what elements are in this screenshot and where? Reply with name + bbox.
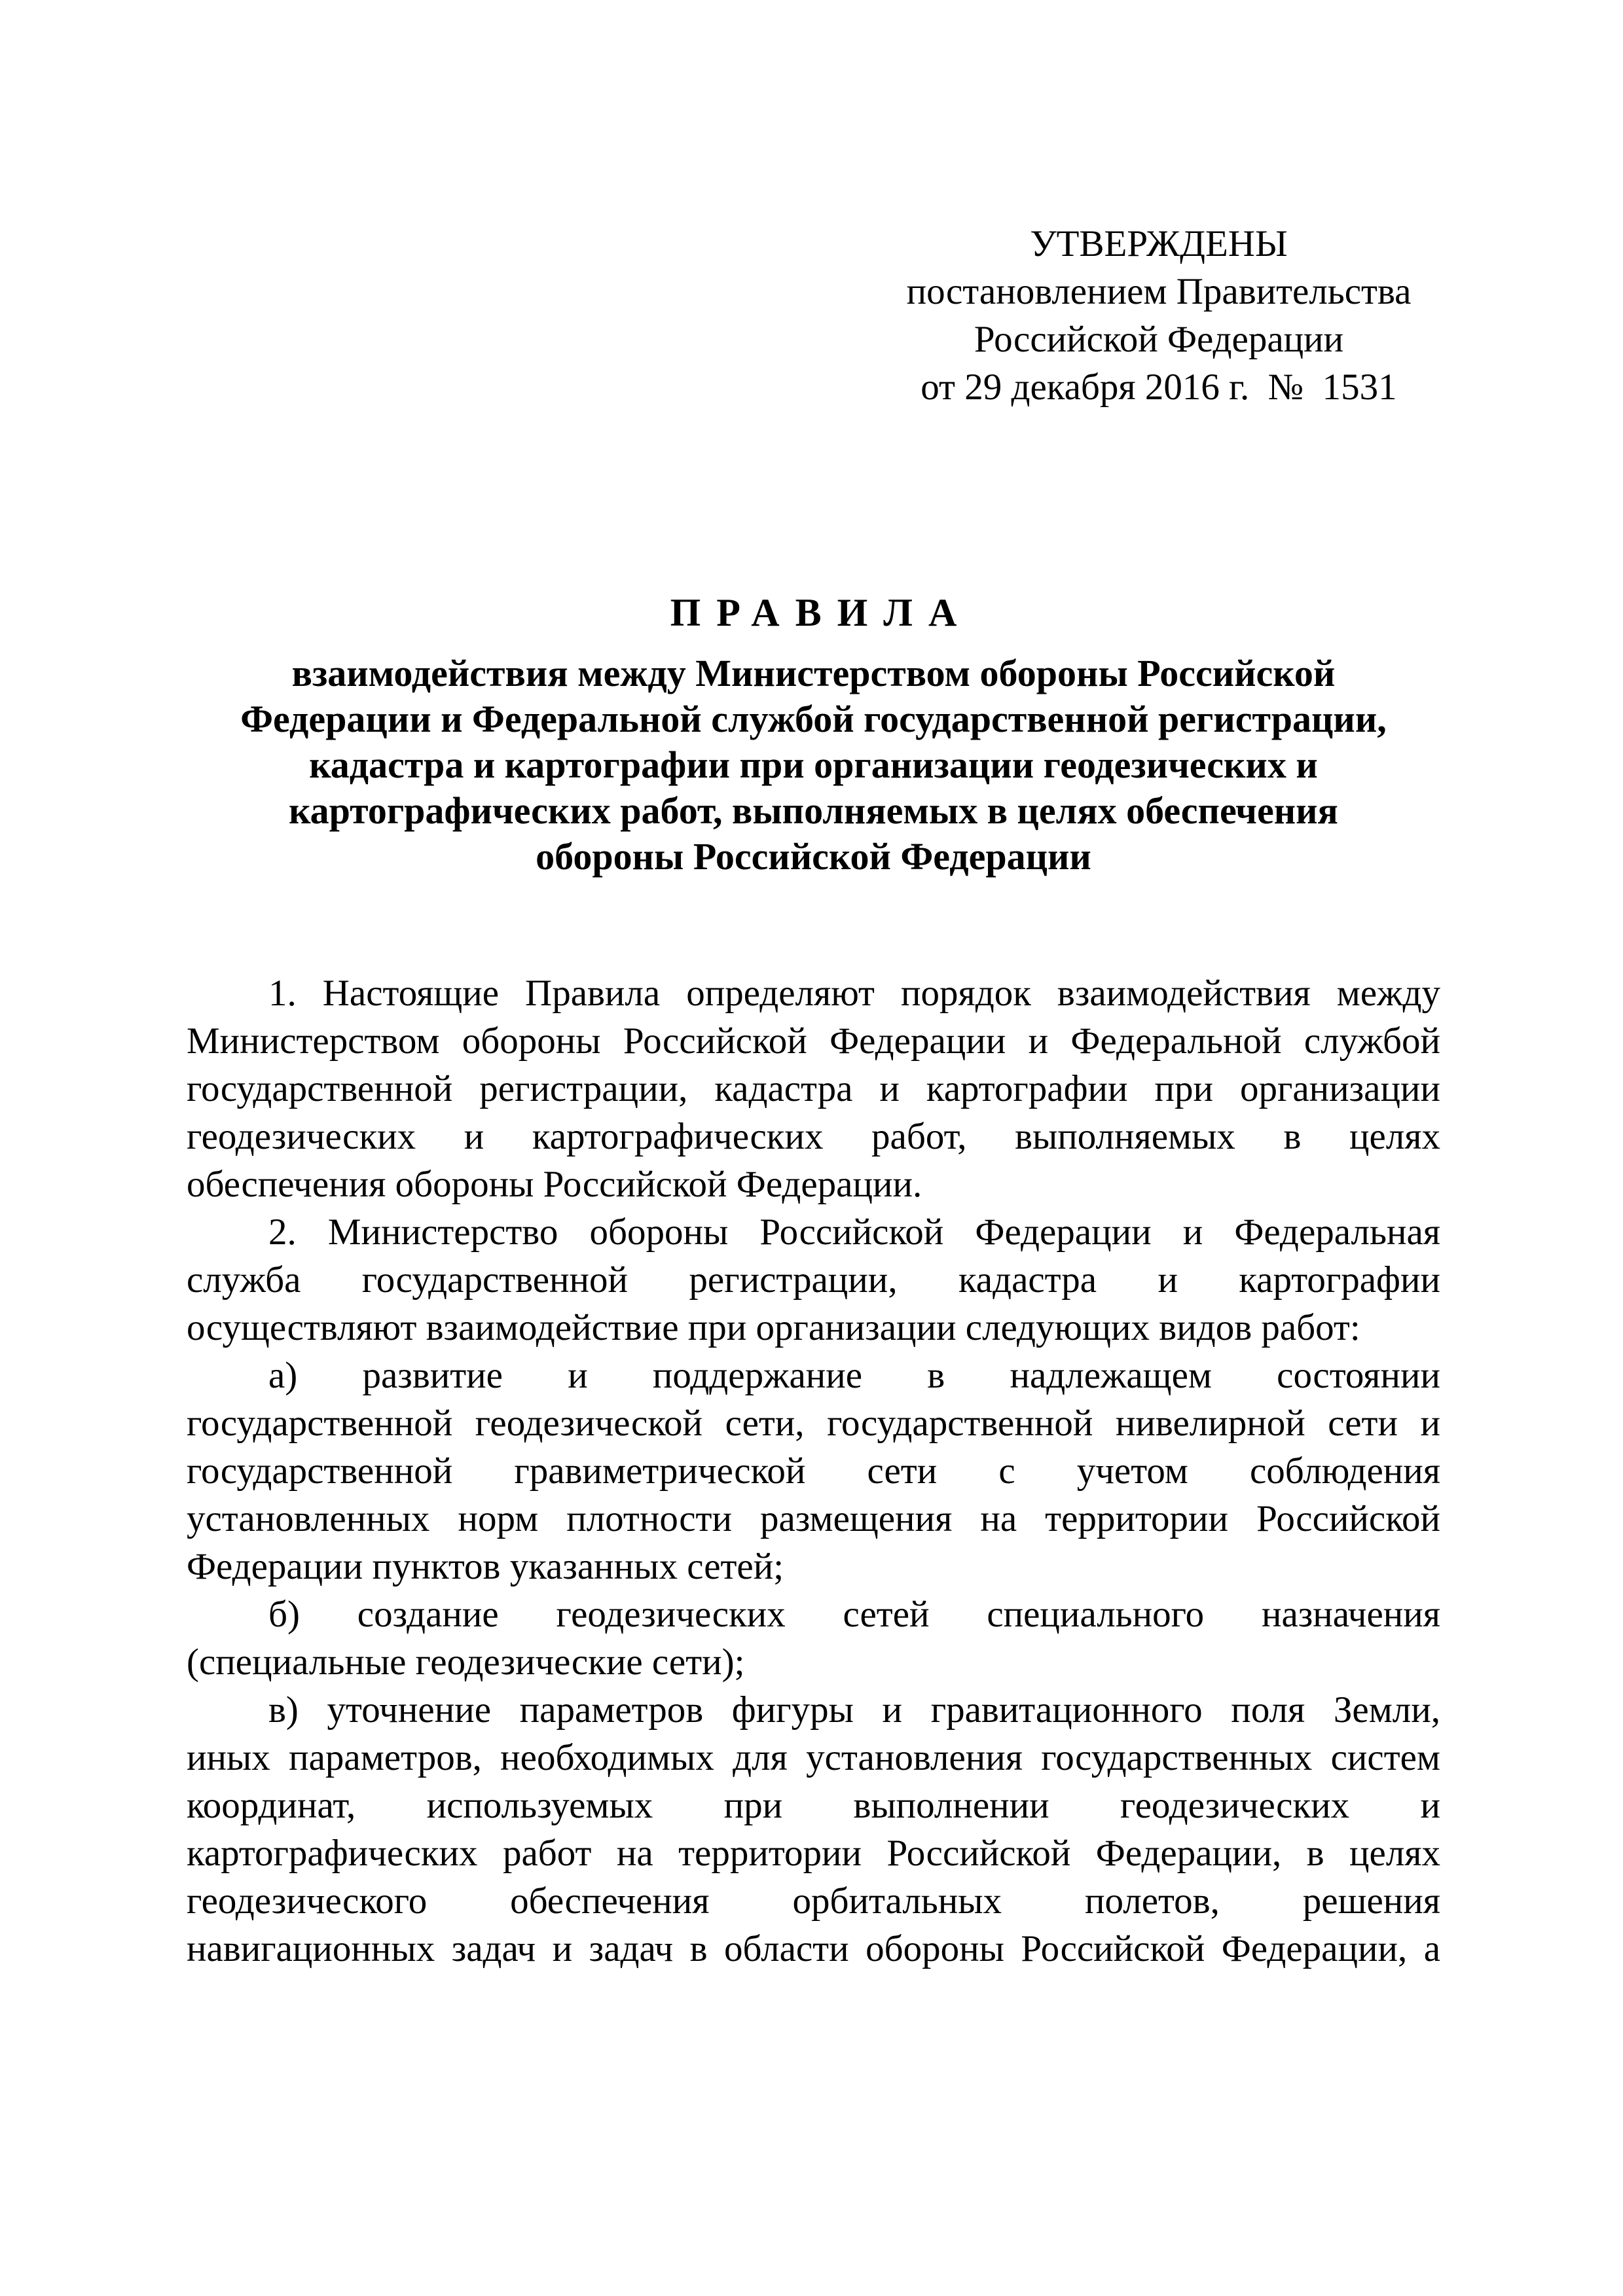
- text-line: б) создание геодезических сетей специального назначения: [268, 1594, 1440, 1635]
- text-line: обеспечения обороны Российской Федерации.: [187, 1164, 922, 1205]
- text-line: а) развитие и поддержание в надлежащем состоянии: [268, 1355, 1440, 1396]
- subtitle-line: взаимодействия между Министерством обороны Российской: [291, 652, 1336, 694]
- text-line: Федерации пунктов указанных сетей;: [187, 1546, 784, 1587]
- text-line: осуществляют взаимодействие при организации следующих видов работ:: [187, 1307, 1360, 1348]
- document-subtitle: [187, 651, 1440, 880]
- text-line: 1. Настоящие Правила определяют порядок взаимодействия между: [268, 973, 1440, 1014]
- text-line: Министерством обороны Российской Федерации и Федеральной службой: [187, 1020, 1440, 1062]
- approval-authority: Российской Федерации: [974, 319, 1344, 360]
- approval-stamp: [887, 220, 1431, 411]
- text-line: 2. Министерство обороны Российской Федерации и Федеральная: [268, 1211, 1440, 1253]
- text-line: служба государственной регистрации, кадастра и картографии: [187, 1259, 1440, 1300]
- text-line: (специальные геодезические сети);: [187, 1641, 745, 1683]
- paragraph-2a: [187, 1352, 1440, 1590]
- text-line: в) уточнение параметров фигуры и гравитационного поля Земли,: [268, 1689, 1440, 1731]
- paragraph-2v: [187, 1686, 1440, 1973]
- text-line: координат, используемых при выполнении геодезических и: [187, 1785, 1440, 1826]
- document-heading: ПРАВИЛА: [670, 591, 973, 634]
- paragraph-2b: [187, 1590, 1440, 1686]
- text-line: геодезических и картографических работ, выполняемых в целях: [187, 1116, 1440, 1157]
- text-line: государственной геодезической сети, государственной нивелирной сети и: [187, 1403, 1440, 1444]
- subtitle-line: картографических работ, выполняемых в целях обеспечения: [289, 789, 1338, 832]
- approval-status: УТВЕРЖДЕНЫ: [1030, 223, 1288, 264]
- approval-by: постановлением Правительства: [906, 271, 1412, 312]
- text-line: государственной регистрации, кадастра и картографии при организации: [187, 1068, 1440, 1109]
- text-line: установленных норм плотности размещения на территории Российской: [187, 1498, 1440, 1539]
- subtitle-line: обороны Российской Федерации: [536, 835, 1091, 878]
- document-body: [187, 969, 1440, 1973]
- subtitle-line: кадастра и картографии при организации геодезических и: [309, 744, 1318, 786]
- text-line: государственной гравиметрической сети с учетом соблюдения: [187, 1450, 1440, 1492]
- approval-date-number: от 29 декабря 2016 г. № 1531: [921, 367, 1397, 408]
- subtitle-line: Федерации и Федеральной службой государственной регистрации,: [240, 698, 1387, 740]
- text-line: картографических работ на территории Российской Федерации, в целях: [187, 1833, 1440, 1874]
- text-line: навигационных задач и задач в области обороны Российской Федерации, а: [187, 1928, 1440, 1969]
- paragraph-1: [187, 969, 1440, 1208]
- text-line: геодезического обеспечения орбитальных полетов, решения: [187, 1880, 1440, 1922]
- text-line: иных параметров, необходимых для установления государственных систем: [187, 1737, 1440, 1778]
- paragraph-2: [187, 1208, 1440, 1352]
